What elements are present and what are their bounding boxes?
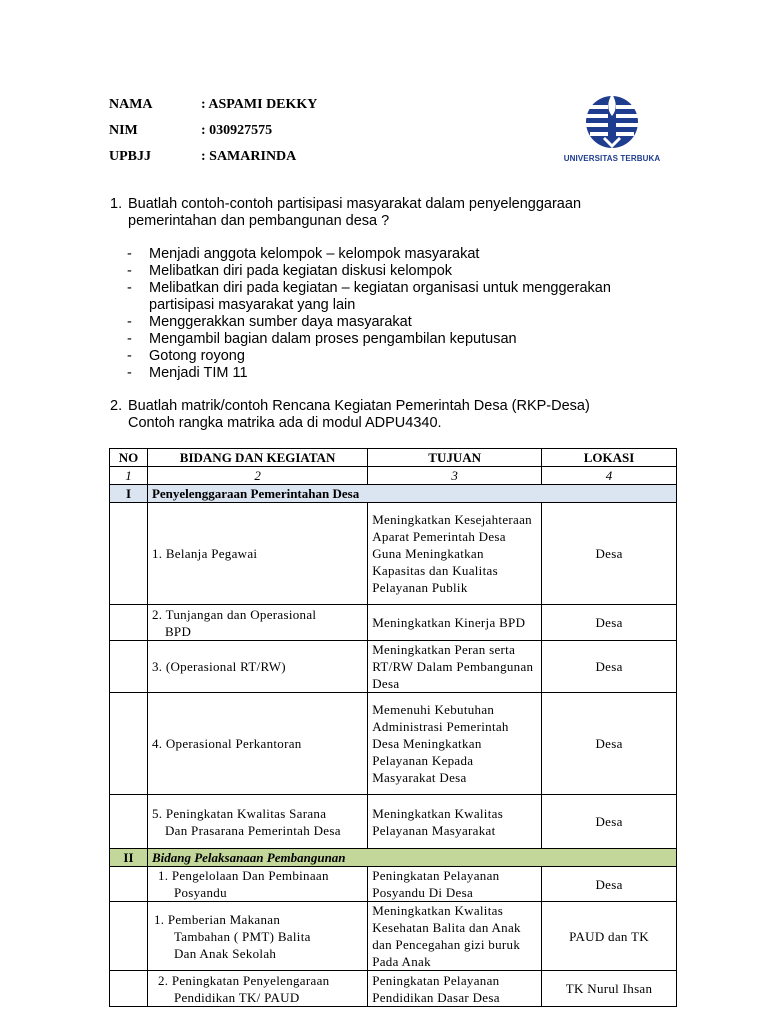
list-item: - Melibatkan diri pada kegiatan – kegiatan organisasi untuk menggerakan partisipasi masyarakat yang lain — [127, 280, 644, 314]
tujuan-cell: Meningkatkan Kwalitas Kesehatan Balita dan Anak dan Pencegahan gizi buruk Pada Anak — [368, 902, 542, 971]
kegiatan-cell — [147, 795, 367, 849]
column-header: BIDANG DAN KEGIATAN — [147, 449, 367, 467]
kegiatan-cell — [147, 867, 367, 902]
list-item: - Menjadi TIM 11 — [127, 365, 657, 382]
answer-list — [127, 246, 657, 382]
identity-block — [109, 96, 317, 174]
table-header-row — [110, 449, 677, 467]
table-row — [110, 971, 677, 1007]
rkp-matrix-table — [109, 448, 677, 1007]
table-row — [110, 867, 677, 902]
kegiatan-text: Dan Prasarana Pemerintah Desa — [164, 822, 341, 838]
table-row — [110, 693, 677, 795]
list-item: - Melibatkan diri pada kegiatan diskusi kelompok — [127, 263, 657, 280]
tujuan-cell: Meningkatkan Kinerja BPD — [368, 605, 542, 641]
lokasi-cell: TK Nurul Ihsan — [542, 971, 677, 1007]
list-item: - Mengambil bagian dalam proses pengambilan keputusan — [127, 331, 657, 348]
kegiatan-text: 1. Pemberian Makanan — [153, 911, 281, 927]
row-number — [110, 693, 148, 795]
kegiatan-cell — [147, 971, 367, 1007]
section-title: Penyelenggaraan Pemerintahan Desa — [147, 485, 676, 503]
column-number: 4 — [542, 467, 677, 485]
column-number: 2 — [147, 467, 367, 485]
question-text: Buatlah contoh-contoh partisipasi masyarakat dalam penyelenggaraan — [128, 196, 582, 212]
table-row — [110, 641, 677, 693]
universitas-terbuka-logo — [560, 88, 664, 168]
kegiatan-text: 5. Peningkatan Kwalitas Sarana — [151, 805, 327, 821]
tujuan-cell: Meningkatkan Kwalitas Pelayanan Masyarakat — [368, 795, 542, 849]
kegiatan-cell — [147, 605, 367, 641]
kegiatan-text: 1. Pengelolaan Dan Pembinaan — [157, 868, 329, 883]
tujuan-cell: Peningkatan Pelayanan Pendidikan Dasar Desa — [368, 971, 542, 1007]
lokasi-cell: Desa — [542, 693, 677, 795]
column-number: 3 — [368, 467, 542, 485]
question-text: Buatlah matrik/contoh Rencana Kegiatan Pemerintah Desa (RKP-Desa) — [128, 398, 590, 414]
kegiatan-cell — [147, 503, 367, 605]
lokasi-cell: PAUD dan TK — [542, 902, 677, 971]
question-number: 1. — [110, 196, 123, 212]
identity-label: NAMA — [109, 97, 153, 112]
kegiatan-text: BPD — [164, 623, 192, 639]
kegiatan-text: 2. Peningkatan Penyelengaraan — [157, 972, 330, 988]
lokasi-cell: Desa — [542, 795, 677, 849]
question-text: pemerintahan dan pembangunan desa ? — [128, 213, 390, 229]
lokasi-cell: Desa — [542, 605, 677, 641]
section-title: Bidang Pelaksanaan Pembangunan — [147, 849, 676, 867]
kegiatan-text: 2. Tunjangan dan Operasional — [151, 606, 317, 622]
column-number: 1 — [110, 467, 148, 485]
question-text: Contoh rangka matrika ada di modul ADPU4340. — [128, 415, 442, 431]
column-header: NO — [110, 449, 148, 467]
row-number — [110, 902, 148, 971]
list-item: - Menjadi anggota kelompok – kelompok masyarakat — [127, 246, 657, 263]
identity-value: : SAMARINDA — [201, 149, 297, 164]
kegiatan-cell — [147, 902, 367, 971]
kegiatan-text: Pendidikan TK/ PAUD — [173, 989, 300, 1005]
kegiatan-text: Posyandu — [173, 885, 227, 900]
identity-label: UPBJJ — [109, 149, 151, 164]
question-number: 2. — [110, 398, 123, 414]
table-row — [110, 795, 677, 849]
column-number-row — [110, 467, 677, 485]
column-header: TUJUAN — [368, 449, 542, 467]
university-emblem-icon — [560, 88, 664, 154]
identity-value: : ASPAMI DEKKY — [201, 97, 318, 112]
kegiatan-text: 1. Belanja Pegawai — [151, 546, 258, 561]
section-number: I — [110, 485, 148, 503]
tujuan-cell: Meningkatkan Peran serta RT/RW Dalam Pembangunan Desa — [368, 641, 542, 693]
identity-row-upbjj — [109, 148, 317, 174]
logo-text: UNIVERSITAS TERBUKA — [563, 154, 661, 163]
row-number — [110, 605, 148, 641]
identity-value: : 030927575 — [201, 123, 273, 138]
identity-row-nim — [109, 122, 317, 148]
list-item: - Menggerakkan sumber daya masyarakat — [127, 314, 657, 331]
lokasi-cell: Desa — [542, 641, 677, 693]
question-2 — [110, 398, 590, 432]
lokasi-cell: Desa — [542, 867, 677, 902]
table-row — [110, 902, 677, 971]
question-1 — [110, 196, 581, 230]
row-number — [110, 867, 148, 902]
tujuan-cell: Meningkatkan Kesejahteraan Aparat Pemerintah Desa Guna Meningkatkan Kapasitas dan Kualitas Pelayanan Publik — [368, 503, 542, 605]
section-row — [110, 485, 677, 503]
row-number — [110, 503, 148, 605]
tujuan-cell: Memenuhi Kebutuhan Administrasi Pemerintah Desa Meningkatkan Pelayanan Kepada Masyarakat Desa — [368, 693, 542, 795]
tujuan-cell: Peningkatan Pelayanan Posyandu Di Desa — [368, 867, 542, 902]
row-number — [110, 971, 148, 1007]
kegiatan-cell — [147, 641, 367, 693]
list-item: - Gotong royong — [127, 348, 657, 365]
kegiatan-text: 4. Operasional Perkantoran — [151, 736, 302, 751]
section-number: II — [110, 849, 148, 867]
kegiatan-cell — [147, 693, 367, 795]
identity-row-nama — [109, 96, 317, 122]
section-row — [110, 849, 677, 867]
lokasi-cell: Desa — [542, 503, 677, 605]
identity-label: NIM — [109, 123, 138, 138]
kegiatan-text: 3. (Operasional RT/RW) — [151, 659, 286, 674]
kegiatan-text: Tambahan ( PMT) Balita Dan Anak Sekolah — [173, 928, 311, 961]
table-row — [110, 605, 677, 641]
row-number — [110, 641, 148, 693]
column-header: LOKASI — [542, 449, 677, 467]
table-row — [110, 503, 677, 605]
row-number — [110, 795, 148, 849]
